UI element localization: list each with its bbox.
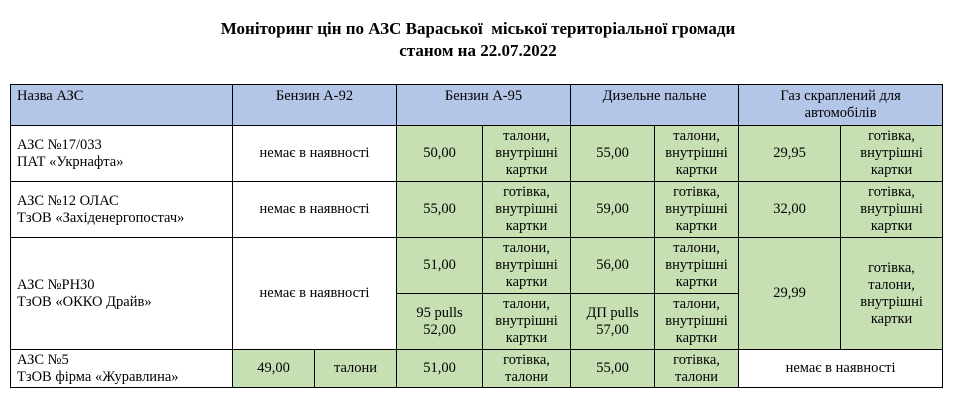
diesel-pulls-payment: талони, внутрішні картки	[655, 294, 739, 350]
a95-price: 50,00	[397, 126, 483, 182]
table-row	[11, 238, 943, 294]
diesel-price: 55,00	[571, 126, 655, 182]
document-title	[0, 18, 956, 62]
title-line-1: Моніторинг цін по АЗС Вараської міської територіальної громади	[220, 19, 736, 38]
gas-price: 32,00	[739, 182, 841, 238]
a92-cell: немає в наявності	[233, 238, 397, 350]
station-name: АЗС №5	[17, 351, 69, 368]
fuel-price-table	[10, 84, 943, 388]
station-name-cell	[11, 238, 233, 350]
a95-price: 51,00	[397, 350, 483, 388]
gas-payment: готівка, внутрішні картки	[841, 182, 943, 238]
header-row	[11, 85, 943, 126]
a95-payment: талони, внутрішні картки	[483, 126, 571, 182]
station-name-cell	[11, 126, 233, 182]
gas-payment: готівка, внутрішні картки	[841, 126, 943, 182]
diesel-price: 56,00	[571, 238, 655, 294]
header-station-name: Назва АЗС	[11, 85, 233, 126]
diesel-pulls-price: ДП pulls 57,00	[571, 294, 655, 350]
header-gas: Газ скраплений для автомобілів	[739, 85, 943, 126]
a95-pulls-price: 95 pulls 52,00	[397, 294, 483, 350]
a92-cell: немає в наявності	[233, 126, 397, 182]
a95-payment: талони, внутрішні картки	[483, 238, 571, 294]
a95-price: 51,00	[397, 238, 483, 294]
station-name: АЗС №РН30	[17, 276, 95, 293]
diesel-payment: талони, внутрішні картки	[655, 126, 739, 182]
station-operator: ТзОВ «Західенергопостач»	[17, 209, 185, 226]
diesel-price: 59,00	[571, 182, 655, 238]
a95-price: 55,00	[397, 182, 483, 238]
diesel-payment: талони, внутрішні картки	[655, 238, 739, 294]
gas-price: 29,99	[739, 238, 841, 350]
table-row	[11, 350, 943, 388]
diesel-payment: готівка, внутрішні картки	[655, 182, 739, 238]
a95-pulls-payment: талони, внутрішні картки	[483, 294, 571, 350]
station-operator: ТзОВ «ОККО Драйв»	[17, 293, 152, 310]
header-a92: Бензин А-92	[233, 85, 397, 126]
diesel-payment: готівка, талони	[655, 350, 739, 388]
a92-cell: немає в наявності	[233, 182, 397, 238]
gas-price: 29,95	[739, 126, 841, 182]
diesel-price: 55,00	[571, 350, 655, 388]
station-operator: ПАТ «Укрнафта»	[17, 153, 124, 170]
a92-payment: талони	[315, 350, 397, 388]
header-diesel: Дизельне пальне	[571, 85, 739, 126]
station-operator: ТзОВ фірма «Журавлина»	[17, 368, 179, 385]
gas-payment: готівка, талони, внутрішні картки	[841, 238, 943, 350]
table-row	[11, 126, 943, 182]
station-name-cell	[11, 350, 233, 388]
title-line-2: станом на 22.07.2022	[399, 41, 557, 60]
a92-price: 49,00	[233, 350, 315, 388]
table-row	[11, 182, 943, 238]
station-name-cell	[11, 182, 233, 238]
a95-payment: готівка, внутрішні картки	[483, 182, 571, 238]
station-name: АЗС №17/033	[17, 136, 102, 153]
station-name: АЗС №12 ОЛАС	[17, 192, 119, 209]
header-a95: Бензин А-95	[397, 85, 571, 126]
gas-cell: немає в наявності	[739, 350, 943, 388]
a95-payment: готівка, талони	[483, 350, 571, 388]
